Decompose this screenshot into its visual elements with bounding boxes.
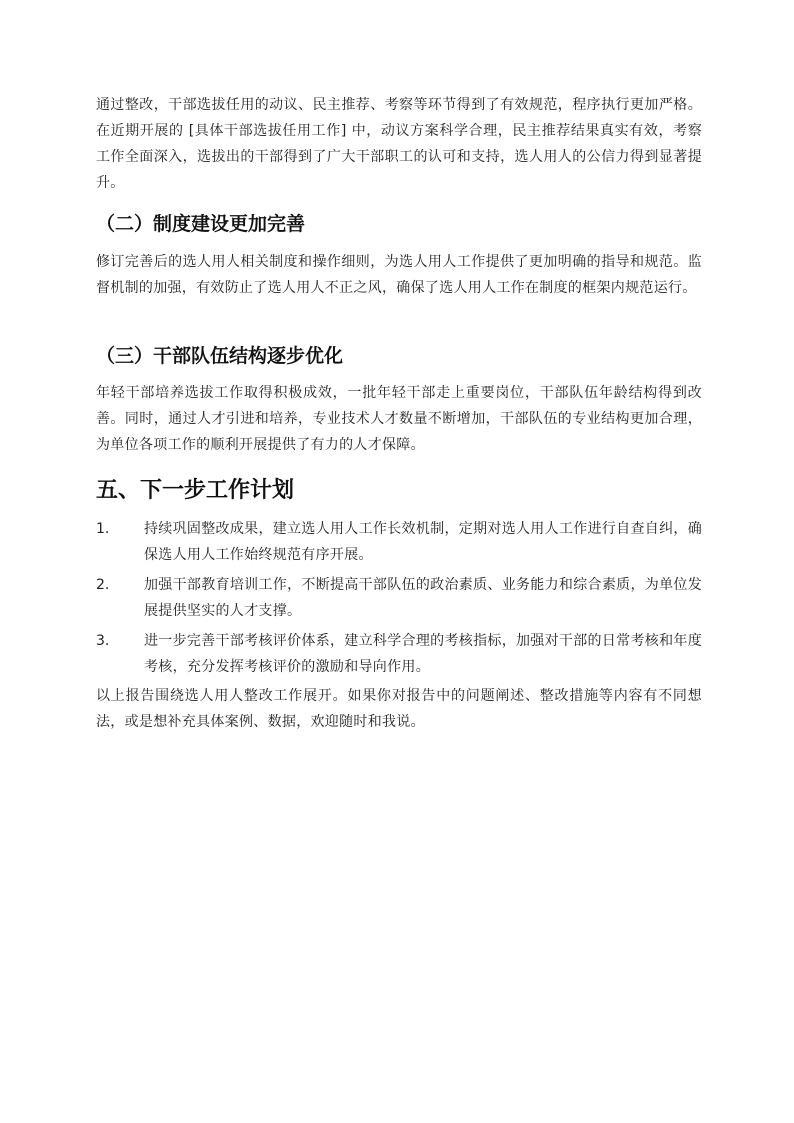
- paragraph-team-structure: 年轻干部培养选拔工作取得积极成效，一批年轻干部走上重要岗位，干部队伍年龄结构得到改善。同时，通过人才引进和培养，专业技术人才数量不断增加，干部队伍的专业结构更加合理，为单位各项工作的顺利开展提供了有力的人才保障。: [96, 385, 702, 453]
- plan-item-number: 1.: [96, 521, 110, 537]
- paragraph-closing: 以上报告围绕选人用人整改工作展开。如果你对报告中的问题阐述、整改措施等内容有不同想法，或是想补充具体案例、数据，欢迎随时和我说。: [96, 688, 702, 730]
- plan-item-number: 2.: [96, 577, 110, 593]
- paragraph-selection-process: 通过整改，干部选拔任用的动议、民主推荐、考察等环节得到了有效规范，程序执行更加严格。在近期开展的 [具体干部选拔任用工作] 中，动议方案科学合理，民主推荐结果真实有效，考察工作全面深入，选拔出的干部得到了广大干部职工的认可和支持，选人用人的公信力得到显著提升。: [96, 97, 702, 191]
- plan-item-text: 进一步完善干部考核评价体系，建立科学合理的考核指标，加强对干部的日常考核和年度考核，充分发挥考核评价的激励和导向作用。: [144, 633, 702, 675]
- plan-item-text: 加强干部教育培训工作，不断提高干部队伍的政治素质、业务能力和综合素质，为单位发展提供坚实的人才支撑。: [144, 577, 702, 619]
- heading-system-building: （二）制度建设更加完善: [96, 213, 306, 235]
- heading-next-plan: 五、下一步工作计划: [96, 478, 295, 503]
- plan-item-number: 3.: [96, 633, 110, 649]
- paragraph-system-building: 修订完善后的选人用人相关制度和操作细则，为选人用人工作提供了更加明确的指导和规范。监督机制的加强，有效防止了选人用人不正之风，确保了选人用人工作在制度的框架内规范运行。: [96, 254, 702, 296]
- heading-team-structure: （三）干部队伍结构逐步优化: [96, 345, 344, 367]
- plan-item-text: 持续巩固整改成果，建立选人用人工作长效机制，定期对选人用人工作进行自查自纠，确保选人用人工作始终规范有序开展。: [144, 521, 702, 563]
